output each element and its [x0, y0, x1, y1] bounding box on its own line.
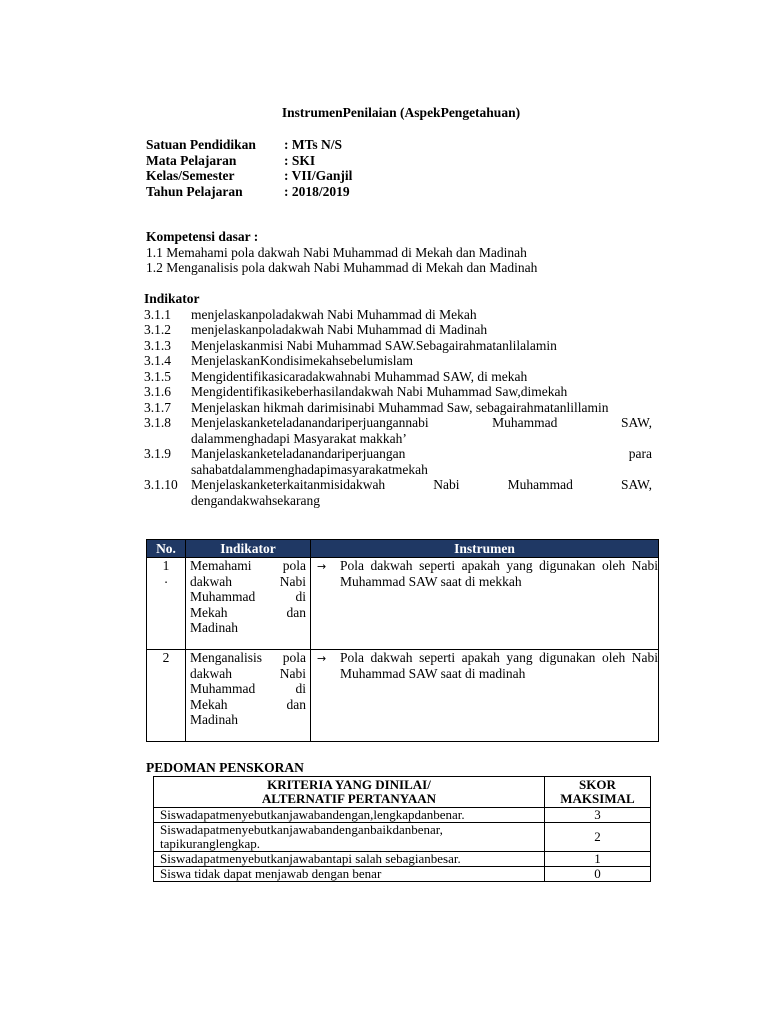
cell-line [190, 697, 306, 713]
criteria-cell: Siswa tidak dapat menjawab dengan benar [154, 867, 545, 882]
meta-row [146, 184, 352, 200]
meta-row [146, 137, 352, 153]
cell-word: Muhammad [190, 681, 256, 696]
indikator-section [144, 291, 652, 508]
indikator-text: Mengidentifikasicaradakwahnabi Muhammad SAW, di mekah [191, 368, 528, 384]
indikator-number: 3.1.10 [144, 477, 178, 492]
meta-row [146, 168, 352, 184]
cell-word: pola [282, 650, 306, 665]
row-number-cell [147, 558, 186, 650]
header-line: KRITERIA YANG DINILAI/ [267, 777, 431, 792]
cell-line [190, 666, 306, 682]
cell-word: dan [286, 604, 306, 620]
column-header-no: No. [147, 540, 186, 558]
score-cell: 0 [544, 867, 650, 882]
kompetensi-item: 1.1 Memahami pola dakwah Nabi Muhammad di Mekah dan Madinah [146, 244, 527, 260]
section-heading: PEDOMAN PENSKORAN [146, 760, 304, 775]
cell-word: Madinah [190, 712, 238, 727]
column-header-criteria [154, 777, 545, 808]
cell-word: Muhammad [190, 589, 256, 604]
row-number: 2 [162, 650, 170, 665]
indikator-number: 3.1.8 [144, 415, 171, 430]
section-heading: Indikator [144, 291, 200, 306]
header-line: SKOR [579, 777, 616, 792]
table-header-row [154, 777, 651, 808]
indikator-number: 3.1.9 [144, 446, 171, 461]
indikator-item [144, 384, 652, 400]
indikator-number: 3.1.4 [144, 353, 171, 368]
meta-label: Satuan Pendidikan [146, 137, 256, 152]
cell-word: pola [282, 558, 306, 573]
criteria-cell: Siswadapatmenyebutkanjawabantapi salah sebagianbesar. [154, 852, 545, 867]
cell-word: Nabi [279, 665, 306, 681]
indikator-item [144, 353, 652, 369]
indikator-number: 3.1.1 [144, 306, 171, 322]
indikator-text: Mengidentifikasikeberhasilandakwah Nabi Muhammad Saw,dimekah [191, 384, 568, 399]
cell-line [190, 605, 306, 621]
indikator-number: 3.1.2 [144, 322, 171, 337]
score-cell: 1 [544, 852, 650, 867]
page-title: InstrumenPenilaian (AspekPengetahuan) [281, 105, 521, 120]
indikator-text: menjelaskanpoladakwah Nabi Muhammad di Madinah [191, 322, 488, 337]
cell-line [190, 558, 306, 574]
indikator-number: 3.1.7 [144, 399, 171, 415]
table-row [147, 650, 659, 742]
cell-word: Madinah [190, 620, 238, 635]
indikator-number: 3.1.3 [144, 337, 171, 353]
meta-label: Mata Pelajaran [146, 152, 237, 168]
indikator-item [144, 307, 652, 323]
meta-label: Tahun Pelajaran [146, 183, 243, 199]
table-row [147, 558, 659, 650]
identity-block [146, 137, 352, 199]
indikator-text: menjelaskanpoladakwah Nabi Muhammad di Mekah [191, 306, 477, 322]
cell-line [190, 712, 306, 728]
criteria-cell: Siswadapatmenyebutkanjawabandengan,lengkapdanbenar. [154, 808, 545, 823]
row-number: 1 [162, 558, 170, 573]
cell-line [190, 681, 306, 697]
arrow-right-icon: → [317, 560, 327, 573]
instrumen-item [317, 650, 658, 681]
score-cell: 3 [544, 808, 650, 823]
cell-word: di [295, 681, 306, 696]
indikator-item [144, 322, 652, 338]
instrumen-cell [311, 650, 659, 742]
indikator-item [144, 477, 652, 493]
meta-value: : 2018/2019 [284, 183, 350, 199]
indikator-cell [186, 558, 311, 650]
kompetensi-dasar-section [146, 229, 656, 276]
scoring-table [153, 776, 651, 882]
row-number-mark: . [164, 570, 168, 586]
cell-word: Nabi [279, 573, 306, 589]
table-row [154, 867, 651, 882]
cell-word: Mekah [190, 696, 228, 712]
indikator-text: Menjelaskanketeladanandariperjuangannabi Muhammad SAW, [191, 415, 652, 430]
cell-line [190, 620, 306, 636]
kompetensi-item: 1.2 Menganalisis pola dakwah Nabi Muhammad di Mekah dan Madinah [146, 260, 538, 275]
column-header-instrumen: Instrumen [311, 540, 659, 558]
cell-word: Menganalisis [190, 650, 262, 665]
column-header-score [544, 777, 650, 808]
cell-word: dakwah [190, 665, 232, 681]
table-row [154, 808, 651, 823]
indikator-number: 3.1.6 [144, 384, 171, 399]
cell-line [190, 650, 306, 666]
table-header-row [147, 540, 659, 558]
score-cell: 2 [544, 823, 650, 852]
instrument-table [146, 539, 659, 742]
cell-line [190, 589, 306, 605]
indikator-text: Menjelaskan hikmah darimisinabi Muhammad Saw, sebagairahmatanlillamin [191, 399, 609, 415]
cell-word: dan [286, 696, 306, 712]
header-line: ALTERNATIF PERTANYAAN [261, 791, 437, 806]
indikator-text: Manjelaskanketeladanandariperjuangan para [191, 446, 652, 461]
criteria-cell: Siswadapatmenyebutkanjawabandenganbaikdanbenar, tapikuranglengkap. [154, 823, 545, 852]
header-line: MAKSIMAL [560, 791, 635, 806]
cell-line [190, 574, 306, 590]
meta-value: : VII/Ganjil [284, 168, 353, 183]
meta-value: : SKI [284, 152, 316, 168]
instrumen-item [317, 558, 658, 589]
instrumen-cell [311, 558, 659, 650]
cell-word: di [295, 589, 306, 604]
cell-word: Mekah [190, 604, 228, 620]
row-number-cell [147, 650, 186, 742]
indikator-text-continued: dengandakwahsekarang [191, 492, 320, 508]
indikator-text: Menjelaskanketerkaitanmisidakwah Nabi Muhammad SAW, [191, 477, 652, 492]
instrumen-text: Pola dakwah seperti apakah yang digunakan oleh Nabi Muhammad SAW saat di madinah [340, 650, 658, 681]
cell-word: dakwah [190, 573, 232, 589]
table-row [154, 823, 651, 852]
indikator-text: Menjelaskanmisi Nabi Muhammad SAW.Sebagairahmatanlilalamin [191, 337, 557, 353]
instrumen-text: Pola dakwah seperti apakah yang digunakan oleh Nabi Muhammad SAW saat di mekkah [340, 558, 658, 589]
indikator-number: 3.1.5 [144, 368, 171, 384]
table-row [154, 852, 651, 867]
indikator-item [144, 400, 652, 416]
section-heading: Kompetensi dasar : [146, 229, 259, 244]
indikator-text-continued: dalammenghadapi Masyarakat makkah’ [191, 430, 407, 446]
indikator-item [144, 369, 652, 385]
meta-row [146, 153, 352, 169]
indikator-item [144, 415, 652, 431]
indikator-item [144, 338, 652, 354]
indikator-cell [186, 650, 311, 742]
indikator-text: MenjelaskanKondisimekahsebelumislam [191, 353, 413, 368]
cell-word: Memahami [190, 558, 252, 573]
column-header-indikator: Indikator [186, 540, 311, 558]
indikator-text-continued: sahabatdalammenghadapimasyarakatmekah [191, 461, 428, 477]
meta-label: Kelas/Semester [146, 168, 235, 183]
meta-value: : MTs N/S [284, 137, 343, 152]
arrow-right-icon: → [317, 652, 327, 665]
indikator-item [144, 446, 652, 462]
